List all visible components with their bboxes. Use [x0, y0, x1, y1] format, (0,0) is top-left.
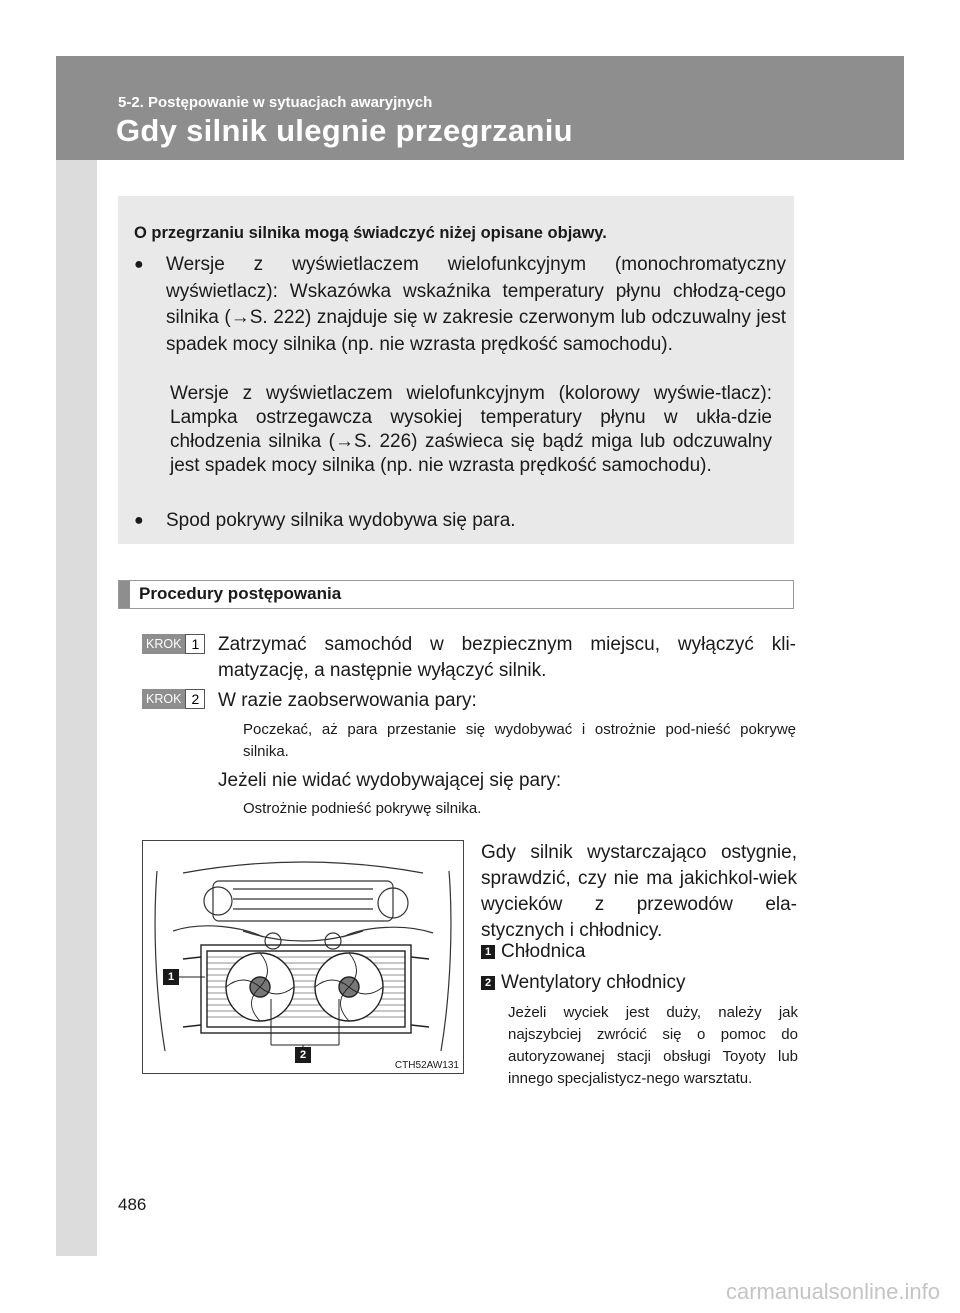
section-label: 5-2. Postępowanie w sytuacjach awaryjnych — [118, 94, 433, 111]
legend-number-2: 2 — [481, 976, 495, 990]
symptoms-box — [118, 196, 794, 544]
symptom-text-2: Spod pokrywy silnika wydobywa się para. — [166, 510, 516, 531]
symptom-text-1-alt: Wersje z wyświetlaczem wielofunkcyjnym (kolorowy wyświe-tlacz): Lampka ostrzegawcza wysokiej temperatury płynu w ukła-dzie chłodzenia silnika (→S. 226) zaświeca się bądź miga lub odczuwalny jest spadek mocy silnika (np. nie wzrasta prędkość samochodu). — [170, 383, 772, 476]
callout-2-badge: 2 — [295, 1047, 311, 1063]
step-2-alt-subtext: Ostrożnie podnieść pokrywę silnika. — [243, 800, 482, 817]
procedures-header-bar — [119, 581, 130, 608]
watermark: carmanualsonline.info — [725, 1279, 940, 1304]
legend-number-1: 1 — [481, 945, 495, 959]
legend-item-2 — [481, 970, 797, 996]
step-number: 2 — [185, 689, 205, 709]
symptom-item-2 — [134, 508, 786, 535]
bullet-icon: ● — [134, 512, 144, 529]
symptom-text-1: Wersje z wyświetlaczem wielofunkcyjnym (monochromatyczny wyświetlacz): Wskazówka wskaźnika temperatury płynu chłodzą-cego silnika (→S. 222) znajduje się w zakresie czerwonym lub odczuwalny jest spadek mocy silnika (np. nie wzrasta prędkość samochodu). — [166, 254, 786, 355]
callout-1-badge: 1 — [163, 969, 179, 985]
step-label: KROK — [142, 634, 185, 654]
legend-label-1: Chłodnica — [501, 941, 586, 962]
step-2-subtext: Poczekać, aż para przestanie się wydobywać i ostrożnie pod-nieść pokrywę silnika. — [243, 721, 796, 760]
step-3-note: Jeżeli wyciek jest duży, należy jak najszybciej zwrócić się o pomoc do autoryzowanej stacji obsługi Toyoty lub innego specjalistycz-nego warsztatu. — [508, 1004, 798, 1087]
left-margin-strip — [56, 56, 97, 1256]
page-title: Gdy silnik ulegnie przegrzaniu — [116, 113, 573, 148]
step-2-alt-text: Jeżeli nie widać wydobywającej się pary: — [218, 770, 562, 791]
bullet-icon: ● — [134, 256, 144, 273]
symptom-item-1 — [134, 252, 786, 358]
procedures-title: Procedury postępowania — [139, 584, 342, 603]
step-1-text: Zatrzymać samochód w bezpiecznym miejscu, wyłączyć kli-matyzację, a następnie wyłączyć silnik. — [218, 634, 796, 681]
engine-illustration-drawing — [143, 841, 463, 1073]
figure-code: CTH52AW131 — [394, 1060, 459, 1071]
legend-label-2: Wentylatory chłodnicy — [501, 972, 686, 993]
legend-item-1 — [481, 939, 797, 965]
symptoms-lead: O przegrzaniu silnika mogą świadczyć niżej opisane objawy. — [134, 224, 607, 242]
step-label: KROK — [142, 689, 185, 709]
step-2-badge — [142, 689, 205, 709]
step-number: 1 — [185, 634, 205, 654]
step-3-text: Gdy silnik wystarczająco ostygnie, sprawdzić, czy nie ma jakichkol-wiek wycieków z przewodów ela-stycznych i chłodnicy. — [481, 842, 797, 941]
engine-radiator-illustration — [142, 840, 464, 1074]
page-number: 486 — [118, 1195, 147, 1214]
step-2-text: W razie zaobserwowania pary: — [218, 690, 477, 711]
procedures-header — [118, 580, 794, 609]
step-1-badge — [142, 634, 205, 654]
